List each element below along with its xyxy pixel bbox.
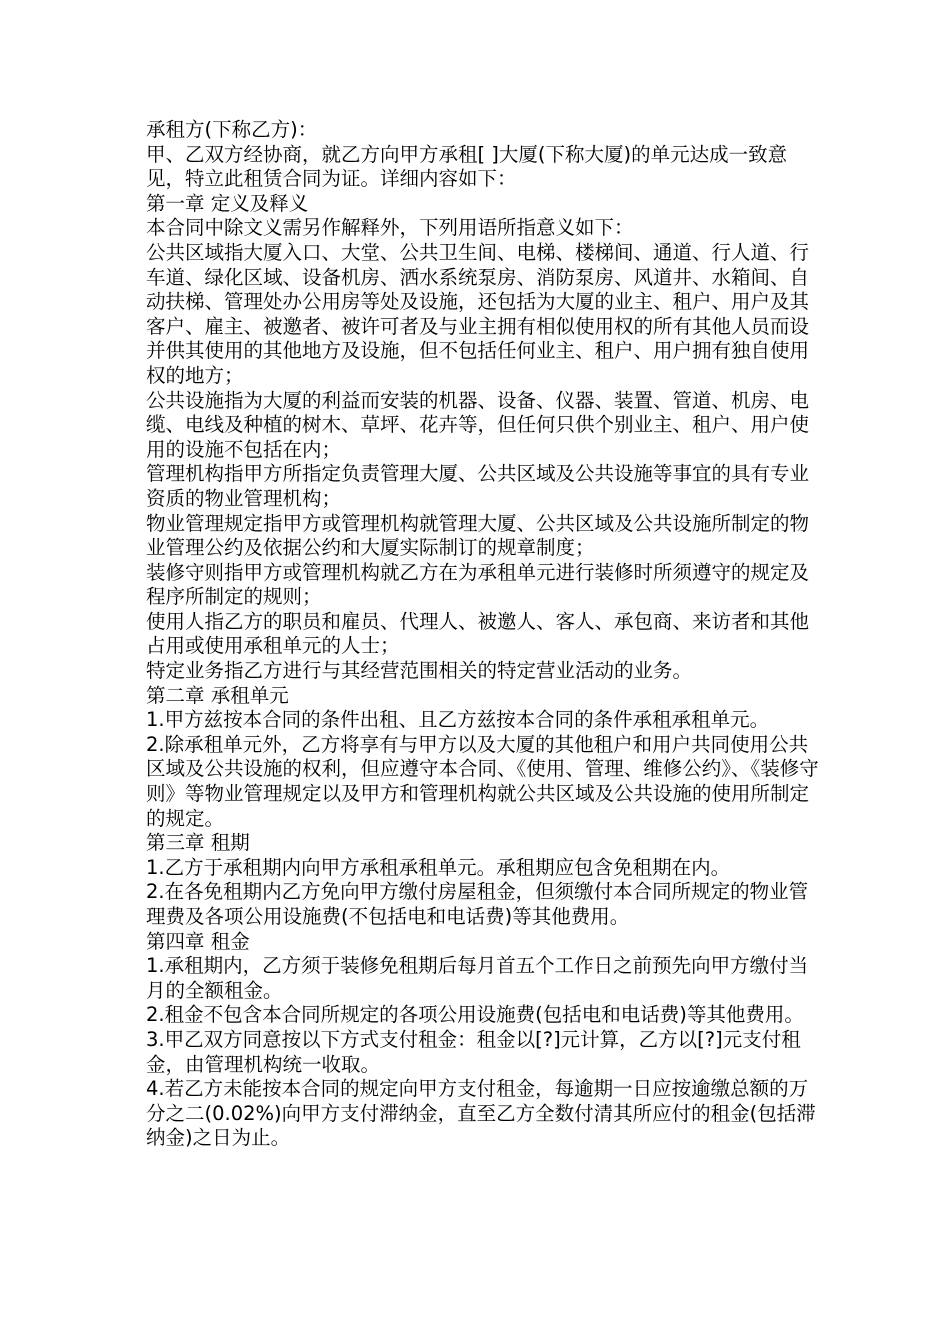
definitions-intro: 本合同中除文义需另作解释外，下列用语所指意义如下： bbox=[146, 216, 634, 240]
chapter-4-clause-1: 1.承租期内，乙方须于装修免租期后每月首五个工作日之前预先向甲方缴付当月的全额租金。 bbox=[146, 954, 809, 1002]
definition-public-facilities: 公共设施指为大厦的利益而安装的机器、设备、仪器、装置、管道、机房、电缆、电线及种植的树木、草坪、花卉等，但任何只供个别业主、租户、用户使用的设施不包括在内； bbox=[146, 388, 810, 461]
chapter-3-heading: 第三章 租期 bbox=[146, 831, 250, 855]
chapter-4-clause-4: 4.若乙方未能按本合同的规定向甲方支付租金，每逾期一日应按逾缴总额的万分之二(0.02%)向甲方支付滞纳金，直至乙方全数付清其所应付的租金(包括滞纳金)之日为止。 bbox=[146, 1077, 816, 1150]
chapter-4-clause-2: 2.租金不包含本合同所规定的各项公用设施费(包括电和电话费)等其他费用。 bbox=[146, 1003, 804, 1027]
definition-fitout-rules: 装修守则指甲方或管理机构就乙方在为承租单元进行装修时所须遵守的规定及程序所制定的规则； bbox=[146, 560, 810, 609]
definition-public-area: 公共区域指大厦入口、大堂、公共卫生间、电梯、楼梯间、通道、行人道、行车道、绿化区域、设备机房、洒水系统泵房、消防泵房、风道井、水箱间、自动扶梯、管理处办公用房等处及设施，还包括为大厦的业主、租户、用户及其客户、雇主、被邀者、被许可者及与业主拥有相似使用权的所有其他人员而设并供其使用的其他地方及设施，但不包括任何业主、租户、用户拥有独自使用权的地方； bbox=[146, 240, 810, 387]
definition-property-rules: 物业管理规定指甲方或管理机构就管理大厦、公共区域及公共设施所制定的物业管理公约及依据公约和大厦实际制订的规章制度； bbox=[146, 511, 810, 560]
preamble-paragraph: 甲、乙双方经协商，就乙方向甲方承租[ ]大厦(下称大厦)的单元达成一致意见，特立此租赁合同为证。详细内容如下： bbox=[146, 142, 788, 191]
chapter-1-heading: 第一章 定义及释义 bbox=[146, 191, 309, 215]
party-b-line: 承租方(下称乙方)： bbox=[146, 118, 318, 141]
definition-user: 使用人指乙方的职员和雇员、代理人、被邀人、客人、承包商、来访者和其他占用或使用承租单元的人士； bbox=[146, 609, 810, 658]
chapter-2-clause-1: 1.甲方兹按本合同的条件出租、且乙方兹按本合同的条件承租承租单元。 bbox=[146, 708, 770, 732]
chapter-2-clause-2: 2.除承租单元外，乙方将享有与甲方以及大厦的其他租户和用户共同使用公共区域及公共设施的权利，但应遵守本合同、《使用、管理、维修公约》、《装修守则》等物业管理规定以及甲方和管理机构就公共区域及公共设施的使用所制定的规定。 bbox=[146, 732, 819, 830]
chapter-4-clause-3: 3.甲乙双方同意按以下方式支付租金：租金以[?]元计算，乙方以[?]元支付租金，由管理机构统一收取。 bbox=[146, 1027, 801, 1076]
chapter-3-clause-2: 2.在各免租期内乙方免向甲方缴付房屋租金，但须缴付本合同所规定的物业管理费及各项公用设施费(不包括电和电话费)等其他费用。 bbox=[146, 880, 809, 928]
chapter-4-heading: 第四章 租金 bbox=[146, 929, 250, 953]
chapter-2-heading: 第二章 承租单元 bbox=[146, 683, 289, 707]
document-body bbox=[146, 118, 826, 1151]
definition-specific-business: 特定业务指乙方进行与其经营范围相关的特定营业活动的业务。 bbox=[146, 659, 693, 683]
chapter-3-clause-1: 1.乙方于承租期内向甲方承租承租单元。承租期应包含免租期在内。 bbox=[146, 855, 731, 879]
definition-management-agency: 管理机构指甲方所指定负责管理大厦、公共区域及公共设施等事宜的具有专业资质的物业管理机构； bbox=[146, 462, 810, 510]
